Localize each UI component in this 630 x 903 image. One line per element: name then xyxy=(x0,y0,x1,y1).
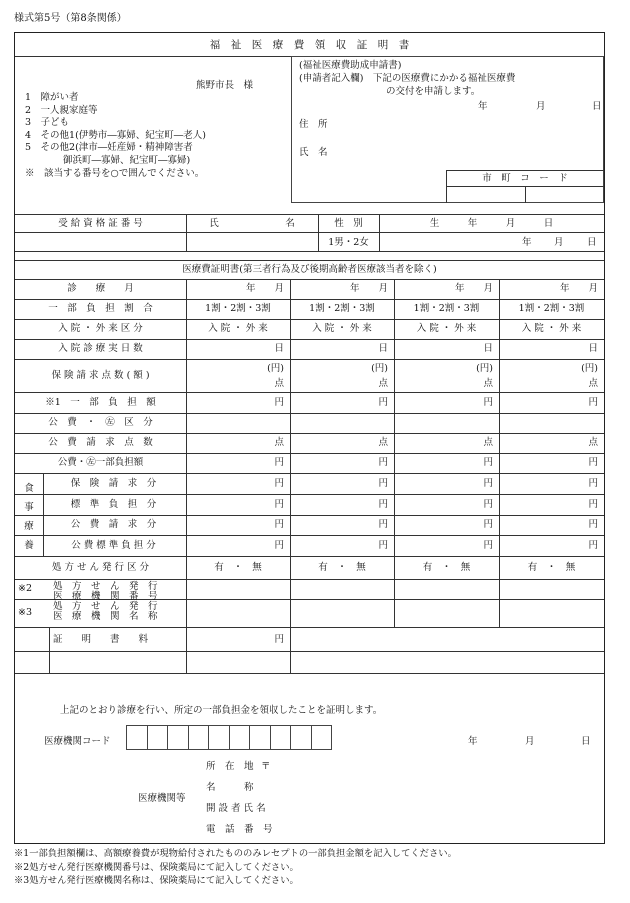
row-label-month: 診 療 月 xyxy=(67,283,134,294)
cell-meal-yen: 円 xyxy=(483,519,493,530)
cell-year-month: 年 月 xyxy=(349,283,388,294)
cert-section-title: 医療費証明書(第三者行為及び後期高齢者医療該当者を除く) xyxy=(182,264,437,275)
row-label-prescription: 処 方 せ ん 発 行 区 分 xyxy=(51,561,150,573)
cert-number-label: 受 給 資 格 証 番 号 xyxy=(58,218,143,229)
cell-inout: 入 院 ・ 外 来 xyxy=(208,323,268,334)
category-note: ※ 該当する番号を○で囲んでください。 xyxy=(25,167,205,179)
cell-days-unit: 日 xyxy=(588,343,598,354)
cell-meal-yen: 円 xyxy=(274,498,284,510)
cell-burden-ratio: 1割・2割・3割 xyxy=(518,303,585,314)
row-label-public: 公 費 ・ ㊧ 区 分 xyxy=(48,417,153,428)
row-label-points: 保 険 請 求 点 数 ( 額 ) xyxy=(51,369,150,381)
birthdate-label: 生 年 月 日 xyxy=(429,218,554,229)
cell-public-copay: 円 xyxy=(483,457,493,468)
cell-meal-yen: 円 xyxy=(274,539,284,551)
institution-code-digit-box xyxy=(208,725,230,750)
row-label-public-copay: 公費・㊧一部負担額 xyxy=(57,457,144,468)
cell-prescription: 有 ・ 無 xyxy=(318,561,366,573)
cert-date-day: 日 xyxy=(581,736,591,747)
row-label-inout: 入 院 ・ 外 来 区 分 xyxy=(58,323,143,334)
birth-day: 日 xyxy=(587,237,597,248)
institution-label: 医療機関等 xyxy=(138,793,186,804)
cell-meal-yen: 円 xyxy=(483,539,493,551)
cell-meal-yen: 円 xyxy=(378,498,388,510)
cell-copay-yen: 円 xyxy=(483,396,493,408)
institution-code-digit-box xyxy=(249,725,271,750)
cert-date-year: 年 xyxy=(468,736,478,747)
birth-month: 月 xyxy=(554,237,564,248)
cell-meal-yen: 円 xyxy=(588,539,598,551)
phone-label: 電 話 番 号 xyxy=(206,824,273,835)
application-statement: (申請者記入欄) 下記の医療費にかかる福祉医療費 xyxy=(299,73,516,84)
meal-standard-burden: 標 準 負 担 分 xyxy=(70,498,157,510)
footnote: ※1一部負担額欄は、高額療養費が現物給付されたもののみレセプトの一部負担金額を記入してください。 xyxy=(14,848,457,859)
address-label: 住 所 xyxy=(299,119,328,130)
institution-code-label: 医療機関コード xyxy=(44,736,111,747)
cell-year-month: 年 月 xyxy=(454,283,493,294)
cell-points-yen: (円) xyxy=(476,363,493,374)
cell-meal-yen: 円 xyxy=(378,477,388,489)
footnote: ※2処方せん発行医療機関番号は、保険薬局にて記入してください。 xyxy=(14,861,299,873)
institution-code-digit-box xyxy=(311,725,333,750)
cell-meal-yen: 円 xyxy=(588,477,598,489)
footnote: ※3処方せん発行医療機関名称は、保険薬局にて記入してください。 xyxy=(14,875,299,886)
cell-days-unit: 日 xyxy=(378,343,388,354)
rx-number-label-1: 処 方 せ ん 発 行 xyxy=(53,581,158,592)
receipt-certificate-form xyxy=(14,32,605,844)
category-item: 1 障がい者 xyxy=(25,92,79,103)
cell-prescription: 有 ・ 無 xyxy=(527,561,576,573)
cell-points-yen: (円) xyxy=(581,363,598,374)
cell-prescription: 有 ・ 無 xyxy=(422,561,471,573)
institution-name-label: 名 称 xyxy=(206,782,254,793)
row-label-public-points: 公 費 請 求 点 数 xyxy=(48,437,153,448)
category-item: 2 一人親家庭等 xyxy=(25,104,98,116)
institution-code-digit-box xyxy=(270,725,292,750)
institution-code-digit-box xyxy=(229,725,251,750)
cell-inout: 入 院 ・ 外 来 xyxy=(416,323,477,334)
cell-inout: 入 院 ・ 外 来 xyxy=(521,323,582,334)
meal-public-standard: 公 費 標 準 負 担 分 xyxy=(71,539,156,551)
fee-yen: 円 xyxy=(274,634,284,645)
cell-meal-yen: 円 xyxy=(483,477,493,489)
category-item: 5 その他2(津市―妊産婦・精神障害者 xyxy=(25,142,193,154)
sex-options: 1男・2女 xyxy=(328,237,369,248)
cell-copay-yen: 円 xyxy=(274,396,284,408)
category-item: 御浜町―寡婦、紀宝町―寡婦) xyxy=(25,154,191,166)
cell-meal-yen: 円 xyxy=(483,498,493,510)
cell-public-copay: 円 xyxy=(274,457,284,468)
institution-code-digit-box xyxy=(167,725,189,750)
institution-code-digit-box xyxy=(147,725,169,750)
cell-public-copay: 円 xyxy=(588,457,598,468)
app-date-year: 年 xyxy=(478,101,488,112)
cell-meal-yen: 円 xyxy=(378,539,388,551)
footnotes xyxy=(14,847,457,888)
cell-burden-ratio: 1割・2割・3割 xyxy=(309,303,375,314)
app-date-month: 月 xyxy=(536,101,546,112)
application-title: (福祉医療費助成申請書) xyxy=(299,60,402,71)
institution-address-label: 所 在 地 xyxy=(206,761,254,772)
category-item: 4 その他1(伊勢市―寡婦、紀宝町―老人) xyxy=(25,129,207,141)
rx-name-label-2: 医 療 機 関 名 称 xyxy=(53,611,158,622)
cell-meal-yen: 円 xyxy=(274,519,284,530)
category-item: 3 子ども xyxy=(25,117,70,129)
cell-public-points: 点 xyxy=(378,437,388,448)
meal-insurance-claim: 保 険 請 求 分 xyxy=(70,477,157,489)
cell-year-month: 年 月 xyxy=(559,283,598,294)
row-label-burden: 一 部 負 担 割 合 xyxy=(48,303,153,314)
cell-public-points: 点 xyxy=(483,437,493,448)
certification-statement: 上記のとおり診療を行い、所定の一部負担金を領収したことを証明します。 xyxy=(60,705,383,716)
institution-code-digit-box xyxy=(290,725,312,750)
cert-date-month: 月 xyxy=(525,736,535,747)
sex-label: 性 別 xyxy=(334,218,363,229)
cell-days-unit: 日 xyxy=(483,343,493,354)
addressee: 熊野市長 様 xyxy=(196,80,254,91)
app-date-day: 日 xyxy=(592,101,602,112)
cell-points-unit: 点 xyxy=(378,378,388,389)
form-number: 様式第5号（第8条関係） xyxy=(14,13,127,24)
meal-public-claim: 公 費 請 求 分 xyxy=(70,519,157,530)
cell-burden-ratio: 1割・2割・3割 xyxy=(413,303,480,314)
cell-meal-yen: 円 xyxy=(378,519,388,530)
municipality-code-label: 市 町 コ ー ド xyxy=(482,173,568,184)
form-title: 福 祉 医 療 費 領 収 証 明 書 xyxy=(209,39,410,51)
cell-points-yen: (円) xyxy=(371,363,388,374)
recipient-name-label: 氏 名 xyxy=(209,218,295,229)
founder-name-label: 開 設 者 氏 名 xyxy=(206,803,266,814)
cell-public-points: 点 xyxy=(274,437,284,448)
rx-number-label-2: 医 療 機 関 番 号 xyxy=(53,591,158,602)
row-label-copay: ※1 一 部 負 担 額 xyxy=(45,396,156,408)
institution-code-digit-box xyxy=(126,725,148,750)
cell-meal-yen: 円 xyxy=(588,519,598,530)
cell-meal-yen: 円 xyxy=(274,477,284,489)
institution-code-digit-box xyxy=(188,725,210,750)
postal-mark: 〒 xyxy=(261,761,271,772)
cell-inout: 入 院 ・ 外 来 xyxy=(312,323,372,334)
category-list xyxy=(25,92,206,180)
cell-prescription: 有 ・ 無 xyxy=(214,561,262,573)
application-statement-2: の交付を申請します。 xyxy=(386,86,481,97)
cell-copay-yen: 円 xyxy=(378,396,388,408)
cell-days-unit: 日 xyxy=(274,343,284,354)
row-label-fee: 証 明 書 料 xyxy=(52,634,148,645)
row-label-days: 入 院 診 療 実 日 数 xyxy=(58,343,143,354)
cell-burden-ratio: 1割・2割・3割 xyxy=(205,303,271,314)
meal-group-label: 食事療養 xyxy=(24,483,34,551)
name-label: 氏 名 xyxy=(299,147,328,158)
cell-points-unit: 点 xyxy=(274,378,284,389)
birth-year: 年 xyxy=(522,237,532,248)
cell-meal-yen: 円 xyxy=(588,498,598,510)
cell-year-month: 年 月 xyxy=(245,283,284,294)
cell-points-unit: 点 xyxy=(588,378,598,389)
rx-name-label-1: 処 方 せ ん 発 行 xyxy=(53,601,158,612)
cell-public-points: 点 xyxy=(588,437,598,448)
rx-number-mark: ※2 xyxy=(18,583,33,594)
cell-copay-yen: 円 xyxy=(588,396,598,408)
rx-name-mark: ※3 xyxy=(18,607,33,618)
cell-points-yen: (円) xyxy=(267,363,284,374)
cell-points-unit: 点 xyxy=(483,378,493,389)
cell-public-copay: 円 xyxy=(378,457,388,468)
